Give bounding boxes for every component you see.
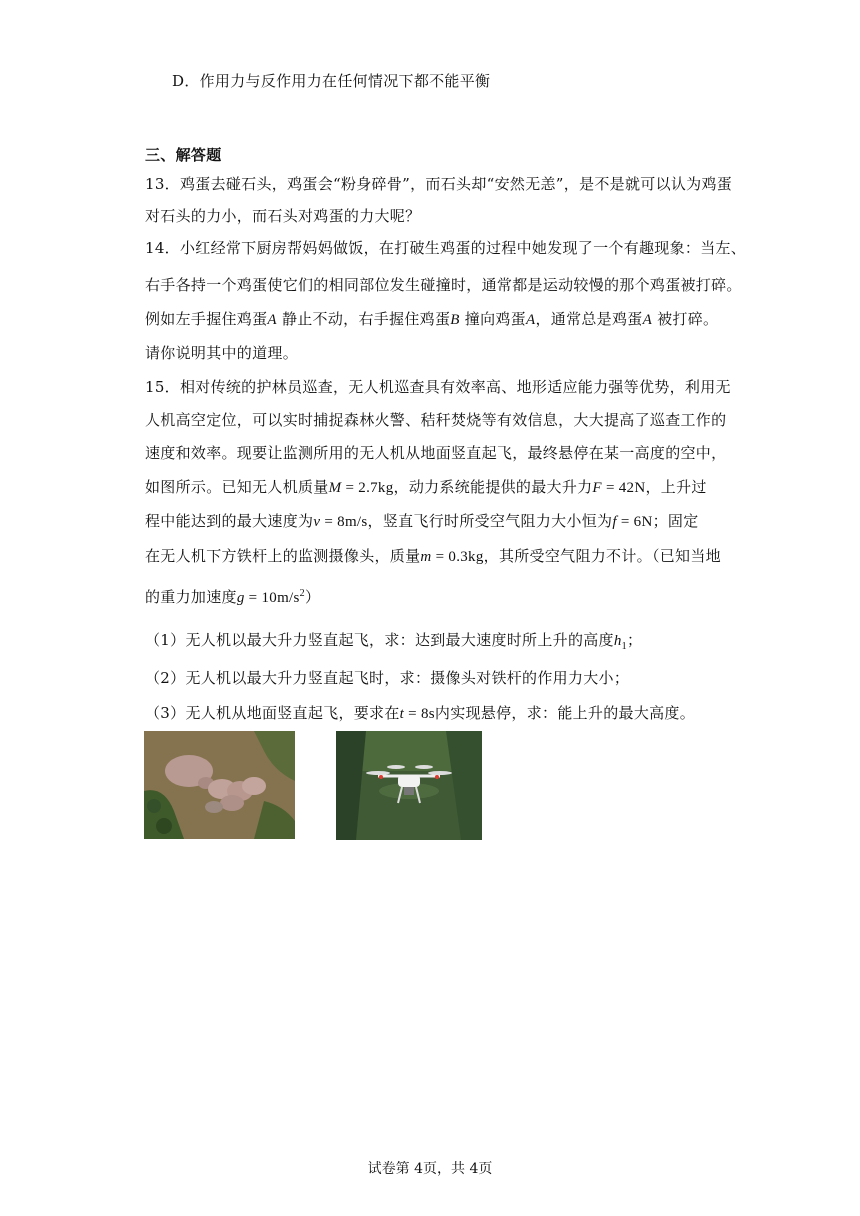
q15-line5: 程中能达到的最大速度为v = 8m/s，竖直飞行时所受空气阻力大小恒为f = 6N；固定 [145, 512, 699, 530]
q14-line1: 14．小红经常下厨房帮妈妈做饭，在打破生鸡蛋的过程中她发现了一个有趣现象：当左、 [145, 239, 747, 257]
q14-line2: 右手各持一个鸡蛋使它们的相同部位发生碰撞时，通常都是运动较慢的那个鸡蛋被打碎。 [145, 276, 742, 294]
q13-line2: 对石头的力小，而石头对鸡蛋的力大呢？ [145, 207, 421, 225]
elephants-photo [144, 731, 295, 839]
q15-line7: 的重力加速度$g = 10m/s^2$） [145, 588, 321, 606]
drone-photo [336, 731, 482, 840]
q15-sub2: （2）无人机以最大升力竖直起飞时，求：摄像头对铁杆的作用力大小； [145, 669, 630, 687]
q14-line4: 请你说明其中的道理。 [145, 344, 299, 362]
option-d: D．作用力与反作用力在任何情况下都不能平衡 [172, 72, 491, 90]
q15-line3: 速度和效率。现要让监测所用的无人机从地面竖直起飞，最终悬停在某一高度的空中， [145, 444, 727, 462]
q14-line3: 例如左手握住鸡蛋A 静止不动，右手握住鸡蛋B 撞向鸡蛋A，通常总是鸡蛋A 被打碎。 [145, 310, 719, 328]
q15-line6: 在无人机下方铁杆上的监测摄像头，质量m = 0.3kg，其所受空气阻力不计。（已知当地 [145, 547, 721, 565]
q15-sub1: （1）无人机以最大升力竖直起飞，求：达到最大速度时所上升的高度$h_1$； [145, 631, 643, 652]
page-footer: 试卷第 4页，共 4页 [367, 1161, 493, 1177]
q15-line4: 如图所示。已知无人机质量M = 2.7kg，动力系统能提供的最大升力F = 42N，上升过 [145, 478, 707, 496]
q15-line1: 15．相对传统的护林员巡查，无人机巡查具有效率高、地形适应能力强等优势，利用无 [145, 378, 731, 396]
q13-line1: 13．鸡蛋去碰石头，鸡蛋会“粉身碎骨”，而石头却“安然无恙”，是不是就可以认为鸡蛋 [145, 175, 733, 193]
q15-line2: 人机高空定位，可以实时捕捉森林火警、秸秆焚烧等有效信息，大大提高了巡查工作的 [145, 411, 727, 429]
q15-sub3: （3）无人机从地面竖直起飞，要求在t = 8s内实现悬停，求：能上升的最大高度。 [145, 704, 696, 722]
section-title: 三、解答题 [145, 146, 222, 164]
